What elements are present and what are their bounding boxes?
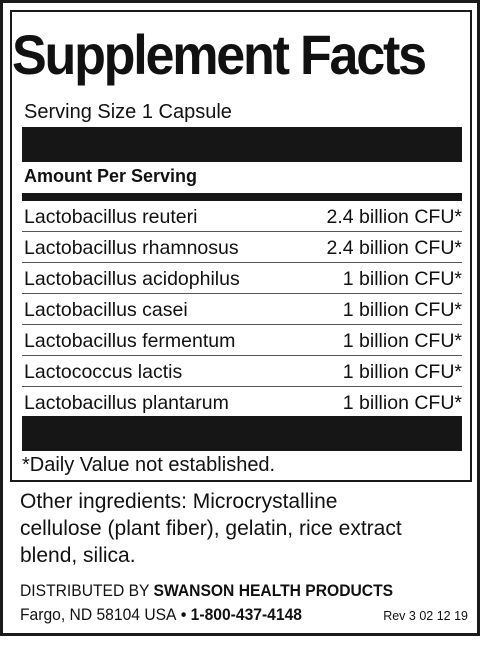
ingredient-row [22,232,462,263]
ingredient-amount: 1 billion CFU* [342,330,462,352]
other-ingredients-line: Other ingredients: Microcrystalline [20,490,338,513]
ingredient-name: Lactococcus lactis [24,361,183,383]
distributor-address-line [20,603,302,627]
ingredient-row [22,325,462,356]
ingredient-amount: 2.4 billion CFU* [326,206,462,228]
distributor-prefix: DISTRIBUTED BY [20,581,154,600]
ingredient-name: Lactobacillus plantarum [24,392,229,414]
ingredient-name: Lactobacillus fermentum [24,330,236,352]
ingredient-row [22,387,462,418]
ingredient-name: Lactobacillus acidophilus [24,268,240,290]
daily-value-note: *Daily Value not established. [22,454,276,476]
ingredient-amount: 1 billion CFU* [342,392,462,414]
ingredient-name: Lactobacillus casei [24,299,188,321]
other-ingredients-line: blend, silica. [20,544,136,567]
ingredient-amount: 1 billion CFU* [342,268,462,290]
revision-code: Rev 3 02 12 19 [383,609,468,623]
other-ingredients-line: cellulose (plant fiber), gelatin, rice extract [20,517,402,540]
supplement-facts-title: Supplement Facts [12,23,425,86]
ingredient-row [22,263,462,294]
ingredient-row [22,356,462,387]
ingredient-table [22,201,462,418]
divider-bar-middle [22,193,462,201]
distributor-line [20,579,393,603]
amount-per-serving-header: Amount Per Serving [24,166,198,186]
other-ingredients [20,488,470,569]
ingredient-name: Lactobacillus rhamnosus [24,237,239,259]
divider-bar-bottom [22,416,462,451]
ingredient-amount: 2.4 billion CFU* [326,237,462,259]
distributor-address: Fargo, ND 58104 USA [20,605,177,624]
divider-bar-top [22,127,462,162]
ingredient-row [22,294,462,325]
distributor-phone: 1-800-437-4148 [190,605,302,624]
serving-size: Serving Size 1 Capsule [24,101,232,123]
ingredient-amount: 1 billion CFU* [342,361,462,383]
ingredient-name: Lactobacillus reuteri [24,206,198,228]
distributor-company: SWANSON HEALTH PRODUCTS [153,581,394,600]
bullet-separator: • [176,605,191,624]
ingredient-amount: 1 billion CFU* [342,299,462,321]
ingredient-row [22,201,462,232]
